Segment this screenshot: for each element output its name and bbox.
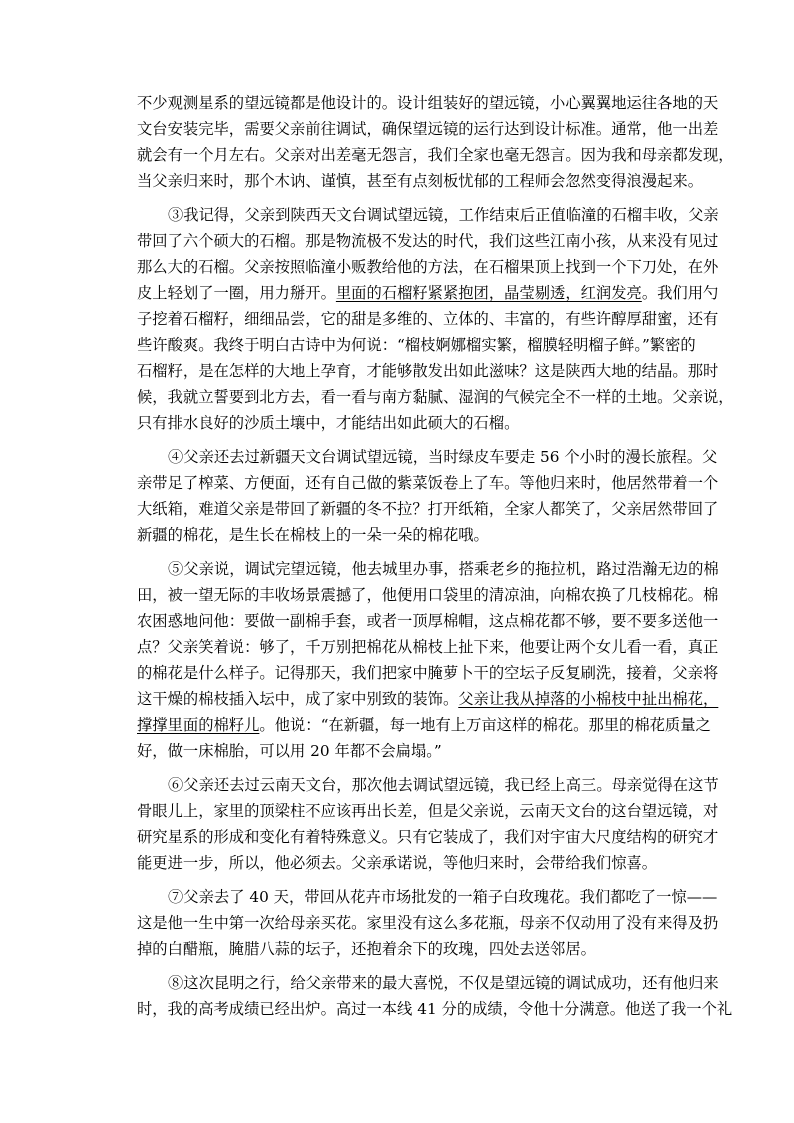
paragraph-8-start bbox=[168, 970, 719, 996]
text-segment: ⑤父亲说，调试完望远镜，他去城里办事，搭乘老乡的拖拉机，路过浩瀚无边的棉 bbox=[168, 560, 719, 578]
text-line bbox=[137, 280, 719, 306]
paragraph-4-start bbox=[168, 444, 718, 470]
text-segment: 些许酸爽。我终于明白古诗中为何说：“榴枝婀娜榴实繁，榴膜轻明榴子鲜。”繁密的 bbox=[137, 336, 696, 354]
text-segment: 。他说：“在新疆，每一地有上万亩这样的棉花。那里的棉花质量之 bbox=[259, 716, 711, 734]
text-segment: ⑦父亲去了 40 天，带回从花卉市场批发的一箱子白玫瑰花。我们都吃了一惊—— bbox=[168, 888, 718, 906]
text-line bbox=[137, 824, 719, 850]
text-line bbox=[137, 168, 703, 194]
text-line bbox=[137, 936, 677, 962]
text-segment: 亲带足了榨菜、方便面，还有自己做的紫菜饭卷上了车。等他归来时，他居然带着一个 bbox=[137, 474, 719, 492]
text-line bbox=[137, 686, 719, 712]
text-segment: 文台安装完毕，需要父亲前往调试，确保望远镜的运行达到设计标准。通常，他一出差 bbox=[137, 120, 719, 138]
underlined-sentence: 撑撑里面的棉籽儿 bbox=[137, 716, 260, 734]
text-line bbox=[137, 798, 719, 824]
text-line bbox=[137, 522, 677, 548]
text-line bbox=[137, 358, 719, 384]
underlined-sentence: 里面的石榴籽紧紧抱团，晶莹剔透，红润发亮 bbox=[335, 284, 642, 302]
text-segment: 子挖着石榴籽，细细品尝，它的甜是多维的、立体的、丰富的，有些许醇厚甜蜜，还有 bbox=[137, 310, 719, 328]
text-segment: 带回了六个硕大的石榴。那是物流极不发达的时代，我们这些江南小孩，从来没有见过 bbox=[137, 232, 719, 250]
text-segment: 那么大的石榴。父亲按照临潼小贩教给他的方法，在石榴果顶上找到一个下刀处，在外 bbox=[137, 258, 719, 276]
text-line bbox=[137, 332, 696, 358]
text-segment: 这是他一生中第一次给母亲买花。家里没有这么多花瓶，母亲不仅动用了没有来得及扔 bbox=[137, 914, 719, 932]
text-segment: 新疆的棉花，是生长在棉枝上的一朵一朵的棉花哦。 bbox=[137, 526, 489, 544]
text-segment: 点？父亲笑着说：够了，千万别把棉花从棉枝上扯下来，他要让两个女儿看一看，真正 bbox=[137, 638, 719, 656]
text-segment: 只有排水良好的沙质土壤中，才能结出如此硕大的石榴。 bbox=[137, 414, 520, 432]
text-line bbox=[137, 254, 719, 280]
text-line bbox=[137, 410, 677, 436]
text-segment: 大纸箱，难道父亲是带回了新疆的冬不拉？打开纸箱，全家人都笑了，父亲居然带回了 bbox=[137, 500, 719, 518]
text-segment: 候，我就立誓要到北方去，看一看与南方黏腻、湿润的气候完全不一样的土地。父亲说， bbox=[137, 388, 734, 406]
text-line bbox=[137, 306, 719, 332]
text-segment: 田，被一望无际的丰收场景震撼了，他便用口袋里的清凉油，向棉农换了几枝棉花。棉 bbox=[137, 586, 719, 604]
text-line bbox=[137, 660, 719, 686]
text-line bbox=[137, 910, 719, 936]
text-segment: 。我们用勺 bbox=[641, 284, 719, 302]
text-segment: 能更进一步，所以，他必须去。父亲承诺说，等他归来时，会带给我们惊喜。 bbox=[137, 854, 658, 872]
underlined-sentence: 父亲让我从掉落的小棉枝中扯出棉花， bbox=[458, 690, 719, 708]
text-segment: 就会有一个月左右。父亲对出差毫无怨言，我们全家也毫无怨言。因为我和母亲都发现， bbox=[137, 146, 734, 164]
paragraph-3-start bbox=[168, 202, 719, 228]
text-line bbox=[137, 228, 719, 254]
paragraph-6-start bbox=[168, 772, 719, 798]
text-line bbox=[137, 470, 719, 496]
text-segment: ⑧这次昆明之行，给父亲带来的最大喜悦，不仅是望远镜的调试成功，还有他归来 bbox=[168, 974, 719, 992]
text-segment: 时，我的高考成绩已经出炉。高过一本线 41 分的成绩，令他十分满意。他送了我一个礼 bbox=[137, 1000, 733, 1018]
text-line bbox=[137, 738, 677, 764]
text-line bbox=[137, 634, 719, 660]
text-line bbox=[137, 608, 719, 634]
text-line bbox=[137, 90, 719, 116]
text-segment: 好，做一床棉胎，可以用 20 年都不会扁塌。” bbox=[137, 742, 442, 760]
text-segment: 不少观测星系的望远镜都是他设计的。设计组装好的望远镜，小心翼翼地运往各地的天 bbox=[137, 94, 719, 112]
text-segment: ⑥父亲还去过云南天文台，那次他去调试望远镜，我已经上高三。母亲觉得在这节 bbox=[168, 776, 719, 794]
paragraph-7-start bbox=[168, 884, 718, 910]
text-segment: 掉的白醋瓶，腌腊八蒜的坛子，还抱着余下的玫瑰，四处去送邻居。 bbox=[137, 940, 596, 958]
text-segment: 研究星系的形成和变化有着特殊意义。只有它装成了，我们对宇宙大尺度结构的研究才 bbox=[137, 828, 719, 846]
text-line bbox=[137, 384, 734, 410]
text-segment: 皮上轻划了一圈，用力掰开。 bbox=[137, 284, 336, 302]
text-line bbox=[137, 712, 711, 738]
text-segment: ④父亲还去过新疆天文台调试望远镜，当时绿皮车要走 56 个小时的漫长旅程。父 bbox=[168, 448, 718, 466]
text-segment: 当父亲归来时，那个木讷、谨慎，甚至有点刻板忧郁的工程师会忽然变得浪漫起来。 bbox=[137, 172, 703, 190]
text-line bbox=[137, 850, 677, 876]
text-line bbox=[137, 142, 734, 168]
text-segment: ③我记得，父亲到陕西天文台调试望远镜，工作结束后正值临潼的石榴丰收，父亲 bbox=[168, 206, 719, 224]
text-segment: 骨眼儿上，家里的顶梁柱不应该再出长差，但是父亲说，云南天文台的这台望远镜，对 bbox=[137, 802, 719, 820]
text-segment: 石榴籽，是在怎样的大地上孕育，才能够散发出如此滋味？这是陕西大地的结晶。那时 bbox=[137, 362, 719, 380]
paragraph-5-start bbox=[168, 556, 719, 582]
text-line bbox=[137, 496, 719, 522]
text-line bbox=[137, 996, 733, 1022]
text-line bbox=[137, 582, 719, 608]
text-segment: 这干燥的棉枝插入坛中，成了家中别致的装饰。 bbox=[137, 690, 459, 708]
text-line bbox=[137, 116, 719, 142]
text-segment: 的棉花是什么样子。记得那天，我们把家中腌萝卜干的空坛子反复刷洗，接着，父亲将 bbox=[137, 664, 719, 682]
text-segment: 农困惑地问他：要做一副棉手套，或者一顶厚棉帽，这点棉花都不够，要不要多送他一 bbox=[137, 612, 719, 630]
